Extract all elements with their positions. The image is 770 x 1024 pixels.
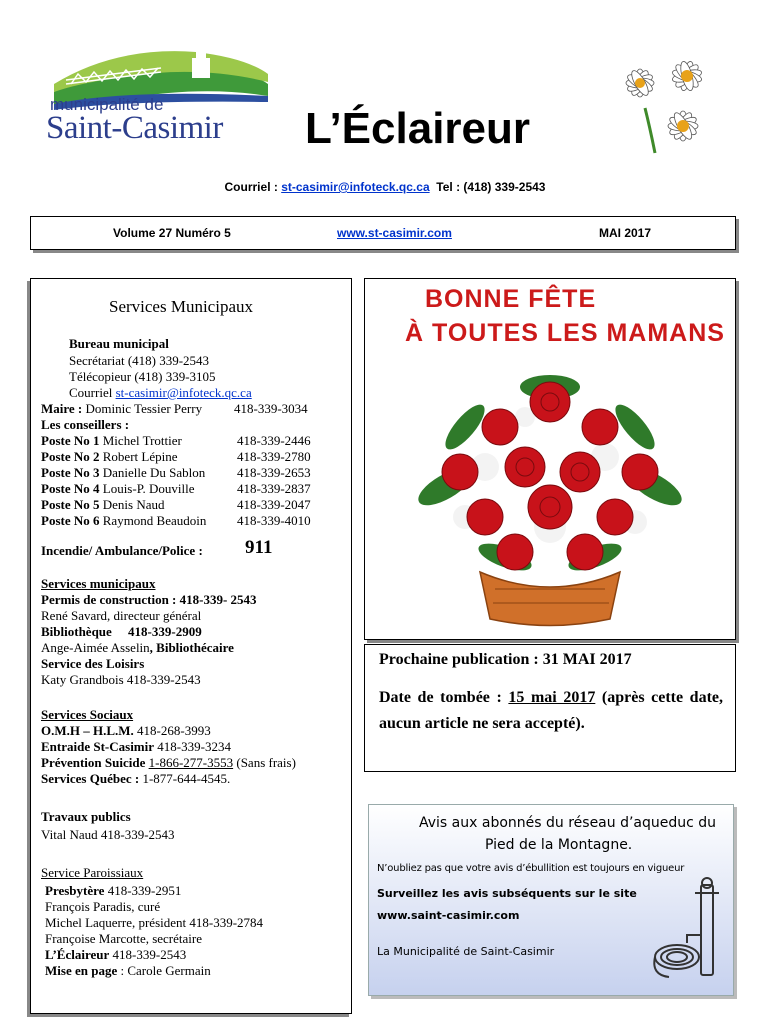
logo-subtitle: municipalité de	[50, 95, 164, 114]
eclaireur-label: L’Éclaireur	[45, 947, 110, 962]
biblio-label: Bibliothèque	[41, 624, 112, 639]
faucet-hose-icon	[649, 875, 725, 985]
conseiller-row	[41, 433, 182, 449]
aqueduc-line-1: N’oubliez pas que votre avis d’ébullition est toujours en vigueur	[377, 863, 685, 874]
conseiller-phone: 418-339-2047	[237, 497, 311, 512]
contact-email-link[interactable]: st-casimir@infoteck.qc.ca	[281, 180, 430, 194]
maire-name: Dominic Tessier Perry	[85, 401, 203, 416]
conseillers-heading: Les conseillers :	[41, 417, 130, 432]
logo-name: Saint-Casimir	[46, 110, 223, 146]
courriel-label: Courriel	[69, 385, 116, 400]
biblio-phone: 418-339-2909	[128, 624, 202, 639]
presbytere-line	[45, 883, 181, 899]
contact-line	[0, 180, 770, 194]
issue-date: MAI 2017	[599, 226, 652, 240]
aqueduc-line-2: Surveillez les avis subséquents sur le site	[377, 887, 637, 900]
cure-line: François Paradis, curé	[45, 899, 161, 914]
directeur-line: René Savard, directeur général	[41, 608, 202, 623]
prevention-label: Prévention Suicide	[41, 755, 146, 770]
services-heading: Services Municipaux	[109, 297, 253, 316]
aqueduc-line-4: La Municipalité de Saint-Casimir	[377, 945, 555, 958]
volume-bar	[30, 216, 736, 250]
conseiller-phone: 418-339-2446	[237, 433, 311, 448]
miseenpage-name: : Carole Germain	[117, 963, 211, 978]
volume-issue: Volume 27 Numéro 5	[113, 226, 231, 240]
contact-label: Courriel :	[224, 180, 282, 194]
banner-line-1: BONNE FÊTE	[425, 285, 597, 313]
omh-label: O.M.H – H.L.M.	[41, 723, 134, 738]
conseiller-name: Louis-P. Douville	[99, 481, 195, 496]
poste-label: Poste No 3	[41, 465, 100, 480]
paroisse-heading: Service Paroissiaux	[41, 865, 144, 880]
poste-label: Poste No 6	[41, 513, 100, 528]
services-panel	[30, 278, 352, 1014]
telecopieur: Télécopieur (418) 339-3105	[69, 369, 216, 384]
bibliothecaire-name: Ange-Aimée Asselin	[41, 640, 150, 655]
urgence-number: 911	[245, 537, 273, 558]
miseenpage-label: Mise en page	[45, 963, 118, 978]
loisirs-contact: Katy Grandbois 418-339-2543	[41, 672, 201, 687]
tombee-label: Date de tombée :	[379, 689, 509, 706]
bibliothecaire-role: , Bibliothécaire	[149, 640, 234, 655]
conseiller-name: Michel Trottier	[99, 433, 182, 448]
maire-label: Maire :	[41, 401, 86, 416]
prevention-phone: 1-866-277-3553	[148, 755, 234, 770]
entraide-line	[41, 739, 231, 755]
daisy-flowers-icon	[605, 48, 725, 158]
quebec-phone: 1-877-644-4545.	[139, 771, 231, 786]
conseiller-name: Raymond Beaudoin	[99, 513, 207, 528]
conseiller-name: Denis Naud	[99, 497, 165, 512]
publication-box	[364, 644, 736, 772]
conseiller-phone: 418-339-2653	[237, 465, 311, 480]
omh-phone: 418-268-3993	[133, 723, 211, 738]
aqueduc-notice	[368, 804, 734, 996]
conseiller-phone: 418-339-2780	[237, 449, 311, 464]
sociaux-heading: Services Sociaux	[41, 707, 134, 722]
poste-label: Poste No 2	[41, 449, 100, 464]
maire-phone: 418-339-3034	[234, 401, 308, 416]
rose-basket-icon	[405, 357, 695, 632]
biblio-line	[41, 624, 202, 640]
newsletter-title: L’Éclaireur	[305, 104, 531, 153]
travaux-heading: Travaux publics	[41, 809, 131, 824]
aqueduc-title-2: Pied de la Montagne.	[485, 837, 633, 853]
president-line: Michel Laquerre, président 418-339-2784	[45, 915, 264, 930]
prochaine-publication: Prochaine publication : 31 MAI 2017	[379, 651, 632, 668]
date-tombee	[379, 685, 723, 737]
entraide-label: Entraide St-Casimir	[41, 739, 155, 754]
presbytere-phone: 418-339-2951	[104, 883, 182, 898]
courriel-line	[69, 385, 252, 401]
banner-line-2: À TOUTES LES MAMANS	[405, 319, 725, 347]
website-link[interactable]: www.st-casimir.com	[337, 226, 452, 240]
secretaire-line: Françoise Marcotte, secrétaire	[45, 931, 203, 946]
maire-line	[41, 401, 202, 417]
omh-line	[41, 723, 211, 739]
bibliothecaire-line	[41, 640, 234, 656]
poste-label: Poste No 1	[41, 433, 100, 448]
permis-line: Permis de construction : 418-339- 2543	[41, 592, 257, 607]
tombee-date: 15 mai 2017	[508, 689, 596, 706]
miseenpage-line	[45, 963, 211, 979]
courriel-link[interactable]: st-casimir@infoteck.qc.ca	[115, 385, 252, 400]
prevention-line	[41, 755, 296, 771]
travaux-contact: Vital Naud 418-339-2543	[41, 827, 175, 842]
prevention-note: (Sans frais)	[233, 755, 296, 770]
loisirs-heading: Service des Loisirs	[41, 656, 145, 671]
bureau-heading: Bureau municipal	[69, 336, 169, 351]
tombee-note: (après cette date, aucun article ne sera accepté).	[379, 689, 724, 732]
entraide-phone: 418-339-3234	[154, 739, 231, 754]
conseiller-row	[41, 449, 177, 465]
poste-label: Poste No 5	[41, 497, 100, 512]
conseiller-name: Robert Lépine	[99, 449, 178, 464]
aqueduc-title-1: Avis aux abonnés du réseau d’aqueduc du	[419, 815, 717, 831]
secretariat: Secrétariat (418) 339-2543	[69, 353, 210, 368]
conseiller-row	[41, 513, 206, 529]
quebec-line	[41, 771, 230, 787]
poste-label: Poste No 4	[41, 481, 100, 496]
conseiller-phone: 418-339-2837	[237, 481, 311, 496]
conseiller-phone: 418-339-4010	[237, 513, 311, 528]
contact-phone: Tel : (418) 339-2543	[436, 180, 546, 194]
urgence-label: Incendie/ Ambulance/Police :	[41, 543, 203, 558]
conseiller-row	[41, 465, 205, 481]
aqueduc-line-3: www.saint-casimir.com	[377, 909, 520, 922]
conseiller-name: Danielle Du Sablon	[99, 465, 206, 480]
conseiller-row	[41, 497, 165, 513]
conseiller-row	[41, 481, 194, 497]
eclaireur-line	[45, 947, 186, 963]
quebec-label: Services Québec :	[41, 771, 140, 786]
mothers-day-image	[364, 278, 736, 640]
eclaireur-phone: 418-339-2543	[109, 947, 187, 962]
svc-mun-heading: Services municipaux	[41, 576, 156, 591]
presbytere-label: Presbytère	[45, 883, 105, 898]
